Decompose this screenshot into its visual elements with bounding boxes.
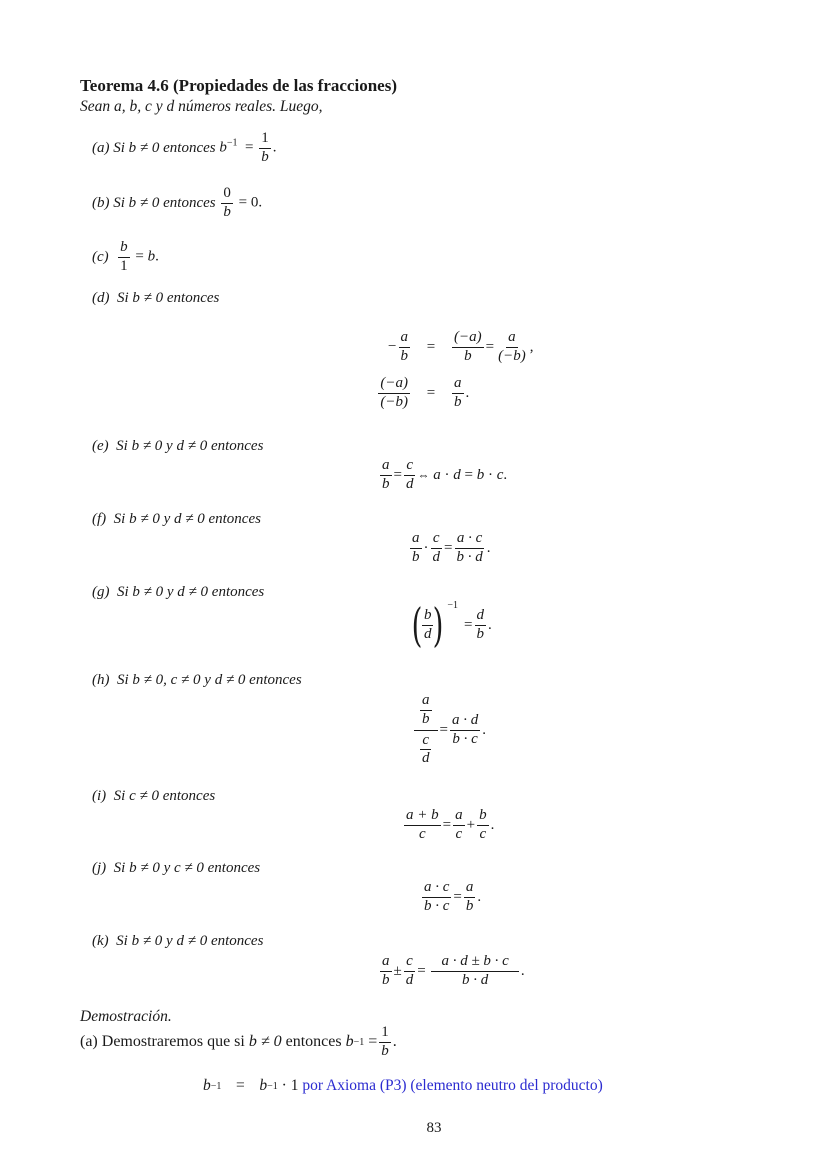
item-condition: Si b ≠ 0 y d ≠ 0 entonces <box>117 584 265 600</box>
formula-c: $\frac{b}{1}$ = b. <box>120 239 159 274</box>
item-label: (k) <box>92 933 109 949</box>
formula-d: − $\frac{a}{b}$ = $\frac{(-a)}{b}$ = $\frac{a}{(-b)}$ , $\frac{(-a)}{(-b)}$ = $\frac{a}{b}$ . <box>380 328 534 410</box>
formula-e: $\frac{a}{b}$ = $\frac{c}{d}$ ⇔ a · d = b · c . <box>382 457 508 492</box>
item-f <box>92 511 261 528</box>
axiom-reference-link[interactable]: por Axioma (P3) (elemento neutro del producto) <box>302 1077 603 1094</box>
page-number: 83 <box>426 1120 442 1136</box>
item-label: (f) <box>92 511 107 527</box>
item-d <box>92 290 219 307</box>
item-a <box>92 131 277 166</box>
item-condition: Si b ≠ 0 entonces <box>113 194 216 211</box>
item-g <box>92 584 264 601</box>
item-label: (h) <box>92 672 110 688</box>
item-c <box>92 240 159 275</box>
item-label: (i) <box>92 788 107 804</box>
item-label: (j) <box>92 860 107 876</box>
item-condition: Si b ≠ 0 y d ≠ 0 entonces <box>113 511 261 527</box>
formula-b: $\frac{0}{b}$ = 0. <box>223 185 263 220</box>
formula-h: $\frac{\frac{a}{b}}{\frac{c}{d}}$ = $\frac{a \cdot d}{b \cdot c}$ . <box>412 693 486 767</box>
theorem-title: Teorema 4.6 (Propiedades de las fracciones) <box>80 76 397 95</box>
item-i <box>92 788 215 805</box>
item-h <box>92 672 302 689</box>
item-b <box>92 186 262 221</box>
item-label: (a) <box>92 139 110 156</box>
item-condition: Si b ≠ 0 y d ≠ 0 entonces <box>116 933 264 949</box>
theorem-intro: Sean a, b, c y d números reales. Luego, <box>80 98 323 115</box>
item-condition: Si c ≠ 0 entonces <box>113 788 216 804</box>
formula-f: $\frac{a}{b}$ · $\frac{c}{d}$ = $\frac{a \cdot c}{b \cdot d}$ . <box>412 530 491 565</box>
item-label: (d) <box>92 290 110 306</box>
formula-j: $\frac{a \cdot c}{b \cdot c}$ = $\frac{a}{b}$ . <box>424 879 482 914</box>
formula-i: $\frac{a + b}{c}$ = $\frac{a}{c}$ + $\frac{b}{c}$ . <box>406 807 495 842</box>
item-condition: Si b ≠ 0 y d ≠ 0 entonces <box>116 438 264 454</box>
formula-a: $b^{-1}$ = $\frac{1}{b}$ . <box>219 130 277 165</box>
item-label: (c) <box>92 248 109 265</box>
item-condition: Si b ≠ 0 entonces <box>113 139 216 156</box>
item-k <box>92 933 263 950</box>
proof-step-1: b −1 = b −1 · 1 por Axioma (P3) (elemento neutro del producto) <box>203 1077 603 1094</box>
item-label: (g) <box>92 584 110 600</box>
proof-heading: Demostración. <box>80 1008 172 1025</box>
item-label: (b) <box>92 194 110 211</box>
item-condition: Si b ≠ 0 y c ≠ 0 entonces <box>113 860 261 876</box>
item-j <box>92 860 260 877</box>
formula-k: $\frac{a}{b}$ ± $\frac{c}{d}$ = $\frac{a \cdot d \pm b \cdot c}{b \cdot d}$ . <box>382 953 525 988</box>
item-e <box>92 438 263 455</box>
formula-g: ( $\frac{b}{d}$ ) −1 = $\frac{d}{b}$ . <box>411 598 492 652</box>
proof-part-a: (a) Demostraremos que si b ≠ 0 entonces b −1 = $\frac{1}{b}$ . <box>80 1024 397 1059</box>
item-condition: Si b ≠ 0, c ≠ 0 y d ≠ 0 entonces <box>117 672 302 688</box>
item-label: (e) <box>92 438 109 454</box>
item-condition: Si b ≠ 0 entonces <box>117 290 220 306</box>
